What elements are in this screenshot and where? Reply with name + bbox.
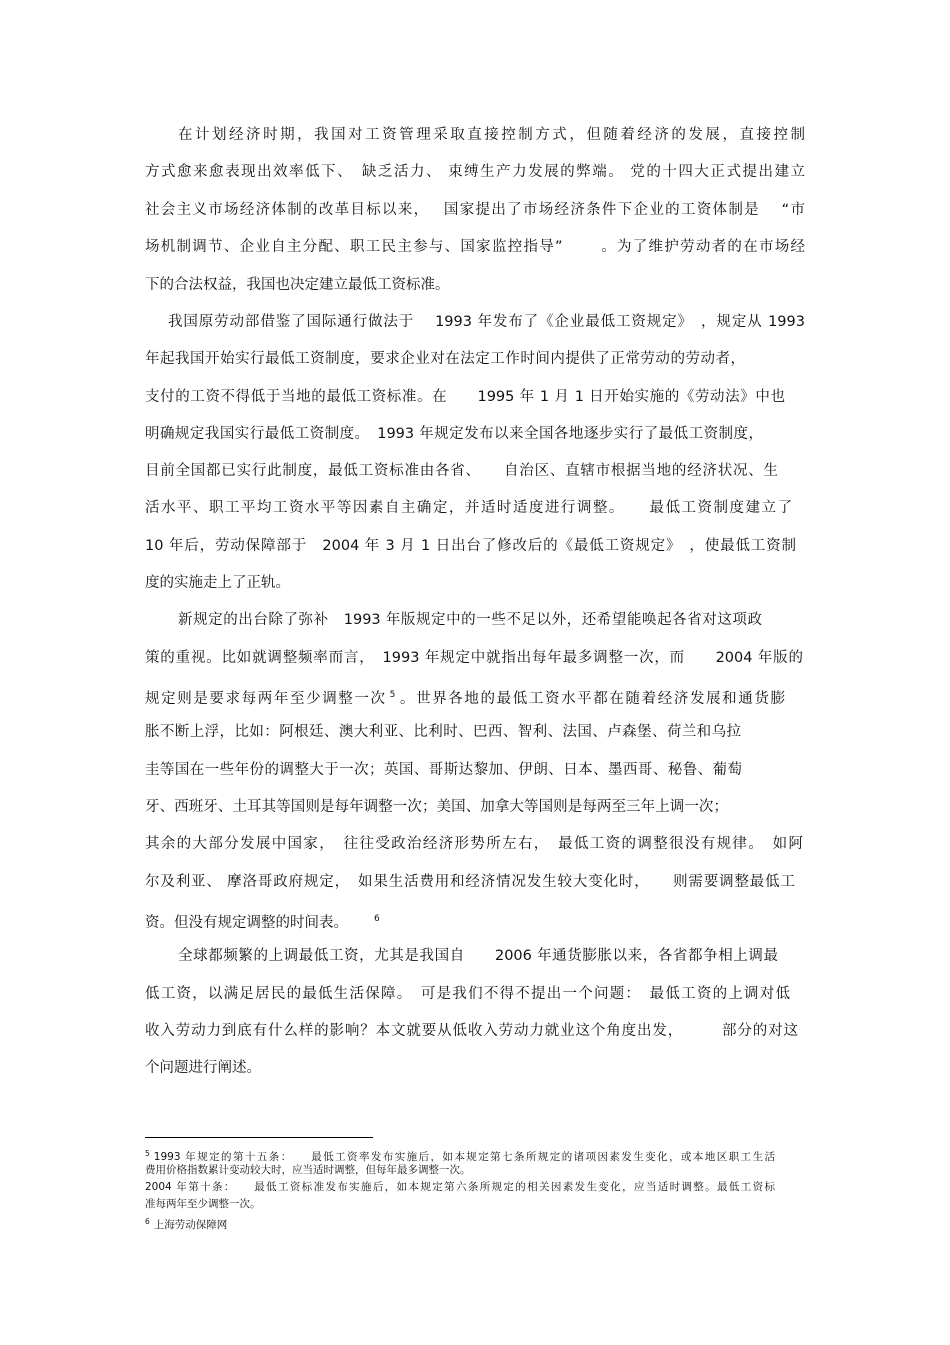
- text-line: 10 年后，劳动保障部于 2004 年 3 月 1 日出台了修改后的《最低工资规定》 ，使最低工资制: [145, 538, 796, 554]
- footnote-ref-6[interactable]: 6: [374, 914, 380, 924]
- text-line: 支付的工资不得低于当地的最低工资标准。在 1995 年 1 月 1 日开始实施的《劳动法》中也: [145, 389, 785, 405]
- text-line: 度的实施走上了正轨。: [145, 575, 290, 591]
- text-fragment: 1993 年规定的第十五条： 最低工资率发布实施后，如本规定第七条所规定的诸项因素发生变化，或本地区职工生活: [153, 1151, 775, 1163]
- text-line: 收入劳动力到底有什么样的影响？本文就要从低收入劳动力就业这个角度出发， 部分的对这: [145, 1023, 798, 1039]
- text-line: [145, 685, 785, 709]
- text-line: 胀不断上浮，比如：阿根廷、澳大利亚、比利时、巴西、智利、法国、卢森堡、荷兰和乌拉: [145, 724, 741, 740]
- text-line: 下的合法权益，我国也决定建立最低工资标准。: [145, 277, 450, 293]
- text-line: 我国原劳动部借鉴了国际通行做法于 1993 年发布了《企业最低工资规定》 ，规定从 1993: [168, 314, 805, 330]
- footnote-line: [145, 1214, 775, 1233]
- text-line: 场机制调节、企业自主分配、职工民主参与、国家监控指导” 。为了维护劳动者的在市场经: [145, 239, 805, 255]
- footnote-mark: 5: [145, 1149, 150, 1158]
- text-fragment: 规定则是要求每两年至少调整一次: [145, 691, 387, 707]
- text-line: 明确规定我国实行最低工资制度。 1993 年规定发布以来全国各地逐步实行了最低工资制度，: [145, 426, 763, 442]
- text-line: 牙、西班牙、土耳其等国则是每年调整一次；美国、加拿大等国则是每两至三年上调一次；: [145, 799, 728, 815]
- text-line: 社会主义市场经济体制的改革目标以来， 国家提出了市场经济条件下企业的工资体制是 “市: [145, 202, 805, 218]
- text-line: [145, 909, 805, 933]
- text-line: 方式愈来愈表现出效率低下、 缺乏活力、 束缚生产力发展的弊端。 党的十四大正式提出建立: [145, 164, 805, 180]
- footnote-line: 2004 年第十条： 最低工资标准发布实施后，如本规定第六条所规定的相关因素发生变化，应当适时调整。最低工资标: [145, 1181, 775, 1193]
- footnote-line: 准每两年至少调整一次。: [145, 1198, 261, 1210]
- text-line: 活水平、职工平均工资水平等因素自主确定，并适时适度进行调整。 最低工资制度建立了: [145, 500, 792, 516]
- text-line: 在计划经济时期，我国对工资管理采取直接控制方式，但随着经济的发展，直接控制: [178, 127, 805, 143]
- text-line: 个问题进行阐述。: [145, 1060, 261, 1076]
- text-line: 全球都频繁的上调最低工资，尤其是我国自 2006 年通货膨胀以来，各省都争相上调最: [178, 948, 778, 964]
- text-fragment: 上海劳动保障网: [153, 1219, 228, 1231]
- footnote-line: 费用价格指数累计变动较大时，应当适时调整，但每年最多调整一次。: [145, 1164, 471, 1176]
- text-fragment: 。世界各地的最低工资水平都在随着经济发展和通货膨: [398, 691, 785, 707]
- text-line: 年起我国开始实行最低工资制度，要求企业对在法定工作时间内提供了正常劳动的劳动者，: [145, 351, 745, 367]
- footnote-mark: 6: [145, 1217, 150, 1226]
- text-line: 新规定的出台除了弥补 1993 年版规定中的一些不足以外，还希望能唤起各省对这项政: [178, 612, 762, 628]
- text-line: 策的重视。比如就调整频率而言， 1993 年规定中就指出每年最多调整一次，而 2004 年版的: [145, 650, 803, 666]
- text-fragment: 资。但没有规定调整的时间表。: [145, 915, 348, 931]
- footnote-divider: [145, 1137, 373, 1138]
- text-line: 圭等国在一些年份的调整大于一次；英国、哥斯达黎加、伊朗、日本、墨西哥、秘鲁、葡萄: [145, 762, 742, 778]
- text-line: 目前全国都已实行此制度，最低工资标准由各省、 自治区、直辖市根据当地的经济状况、生: [145, 463, 778, 479]
- text-line: 尔及利亚、 摩洛哥政府规定， 如果生活费用和经济情况发生较大变化时， 则需要调整最低工: [145, 874, 795, 890]
- footnote-ref-5[interactable]: 5: [389, 690, 396, 700]
- text-line: 低工资，以满足居民的最低生活保障。 可是我们不得不提出一个问题： 最低工资的上调对低: [145, 986, 790, 1002]
- text-line: 其余的大部分发展中国家， 往往受政治经济形势所左右， 最低工资的调整很没有规律。 如阿: [145, 836, 803, 852]
